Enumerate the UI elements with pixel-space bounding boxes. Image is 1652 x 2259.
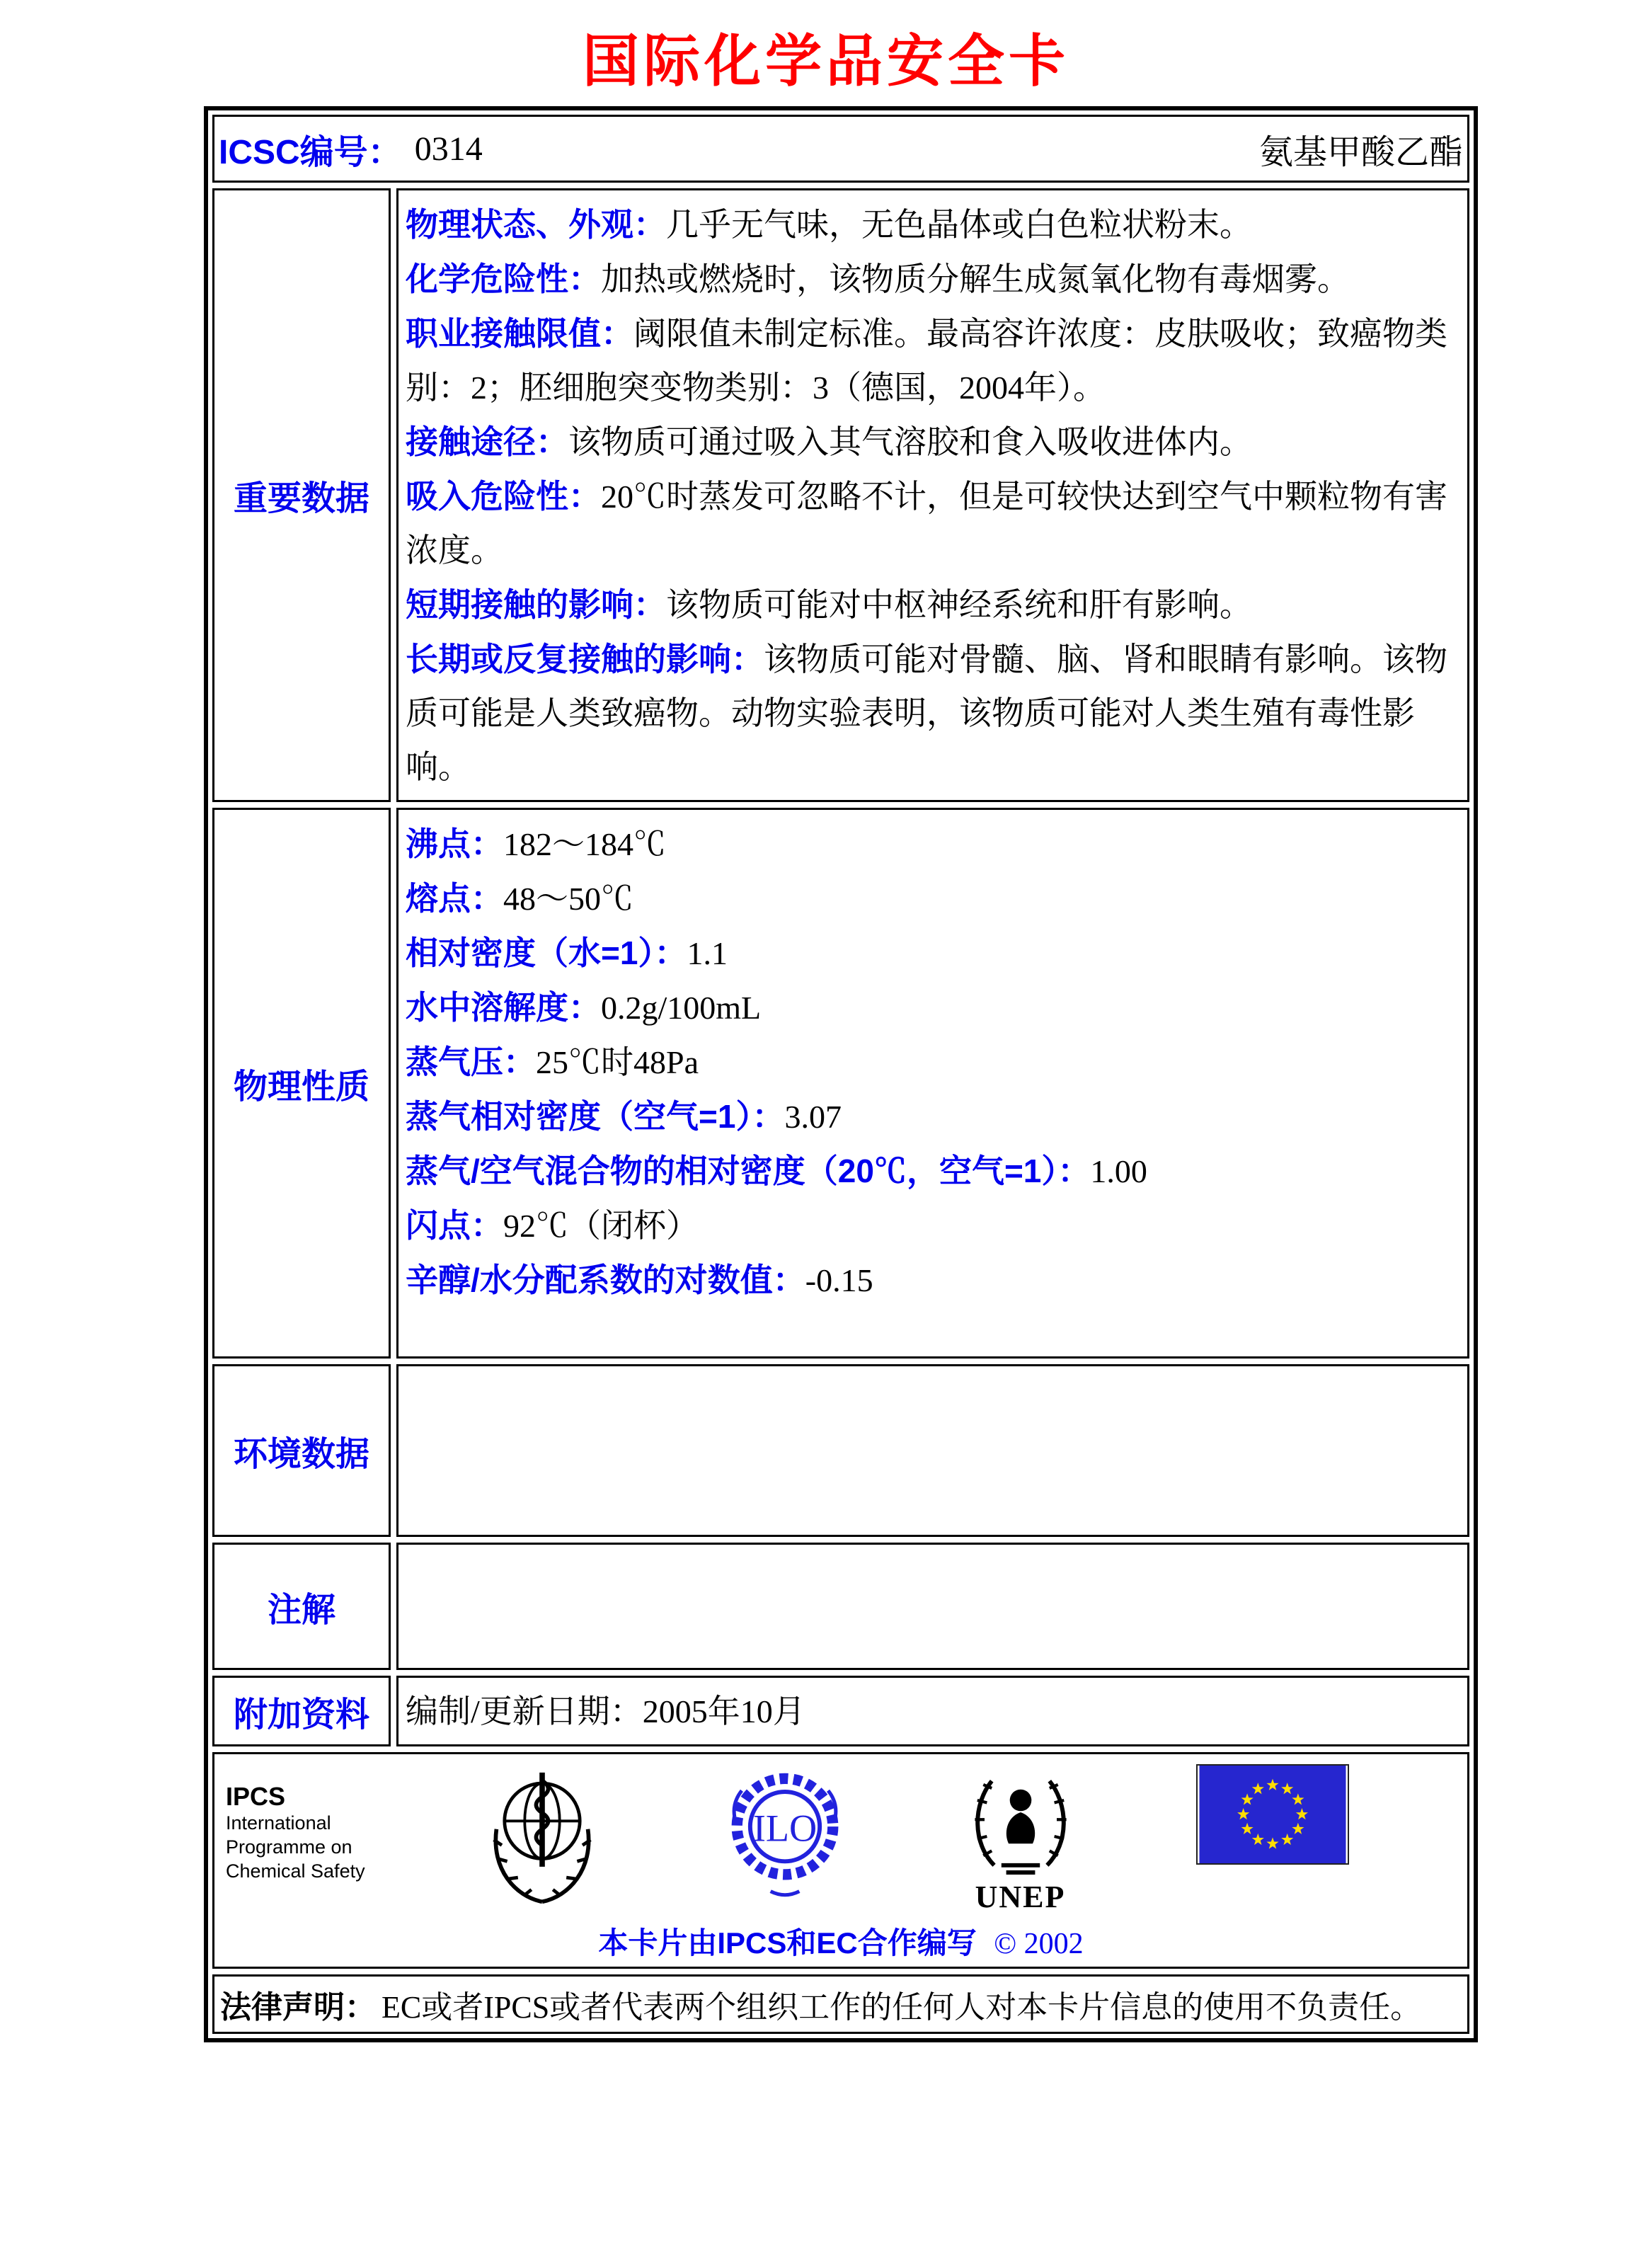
field-value: 92℃（闭杯） [503, 1208, 699, 1244]
legal-notice-text: EC或者IPCS或者代表两个组织工作的任何人对本卡片信息的使用不负责任。 [382, 1990, 1422, 2025]
cooperation-caption [226, 1920, 1456, 1962]
row-label-physical-properties: 物理性质 [212, 808, 391, 1359]
row-label-important-data: 重要数据 [212, 188, 391, 802]
icsc-number-value: 0314 [414, 130, 483, 168]
who-logo-icon [475, 1764, 609, 1913]
row-label-additional-info: 附加资料 [212, 1676, 391, 1746]
logos-line [226, 1764, 1456, 1913]
field-label: 蒸气/空气混合物的相对密度（20℃，空气=1）： [406, 1153, 1091, 1189]
field-value: 0.2g/100mL [601, 990, 762, 1026]
ipcs-acronym: IPCS [226, 1782, 286, 1811]
ipcs-text-block [226, 1764, 417, 1883]
field-line [406, 1144, 1462, 1199]
notes-content [396, 1543, 1469, 1670]
legal-row [212, 1974, 1469, 2034]
field-value: 加热或燃烧时，该物质分解生成氮氧化物有毒烟雾。 [601, 261, 1350, 297]
field-line [406, 252, 1462, 307]
additional-info-content [396, 1676, 1469, 1746]
field-label: 长期或反复接触的影响： [406, 641, 764, 677]
row-label-environmental-data: 环境数据 [212, 1364, 391, 1537]
field-value: 该物质可通过吸入其气溶胶和食入吸收进体内。 [568, 424, 1252, 460]
field-line [406, 307, 1462, 415]
unep-wordmark: UNEP [975, 1880, 1066, 1914]
field-line [406, 871, 1462, 926]
important-data-row [212, 188, 1469, 802]
field-value: -0.15 [805, 1262, 873, 1298]
field-value: 3.07 [784, 1099, 842, 1135]
field-label: 职业接触限值： [406, 315, 633, 352]
field-line [406, 926, 1462, 980]
eu-flag-icon [1196, 1764, 1349, 1865]
page-title: 国际化学品安全卡 [583, 30, 1069, 93]
svg-text:ILO: ILO [752, 1807, 817, 1850]
important-data-content [396, 188, 1469, 802]
ipcs-line-1: International [226, 1812, 331, 1834]
field-value: 阈限值未制定标准。最高容许浓度：皮肤吸收；致癌物类别：2；胚细胞突变物类别：3（德国，2004年）。 [406, 316, 1447, 406]
field-value: 48～50℃ [503, 881, 633, 917]
field-label: 熔点： [406, 880, 503, 917]
logo-zone [417, 1764, 1456, 1913]
logos-cell [212, 1752, 1469, 1969]
row-label-notes: 注解 [212, 1543, 391, 1670]
chemical-name: 氨基甲酸乙酯 [1258, 133, 1463, 171]
field-line [406, 578, 1462, 632]
field-value: 该物质可能对中枢神经系统和肝有影响。 [666, 587, 1252, 623]
field-line [406, 198, 1462, 252]
physical-properties-content [396, 808, 1469, 1359]
field-label: 编制/更新日期： [406, 1693, 643, 1729]
copyright-text: © 2002 [994, 1928, 1084, 1960]
ipcs-line-3: Chemical Safety [226, 1860, 365, 1882]
field-value: 2005年10月 [642, 1693, 805, 1729]
field-line [406, 817, 1462, 871]
legal-cell [212, 1974, 1469, 2034]
field-label: 沸点： [406, 825, 503, 862]
field-line [406, 469, 1462, 578]
notes-row [212, 1543, 1469, 1670]
field-line [406, 1253, 1462, 1308]
caption-text: 本卡片由IPCS和EC合作编写 [598, 1926, 977, 1960]
unep-logo-icon [960, 1764, 1081, 1914]
field-label: 吸入危险性： [406, 478, 601, 515]
logos-row [212, 1752, 1469, 1969]
ilo-logo-icon [725, 1764, 845, 1906]
legal-notice-label: 法律声明： [220, 1990, 376, 2025]
additional-info-row [212, 1676, 1469, 1746]
physical-properties-row [212, 808, 1469, 1359]
field-label: 闪点： [406, 1207, 503, 1244]
field-line [406, 1035, 1462, 1090]
field-line [406, 980, 1462, 1035]
field-label: 相对密度（水=1）： [406, 934, 687, 971]
field-label: 接触途径： [406, 423, 568, 460]
environmental-data-content [396, 1364, 1469, 1537]
field-value: 182～184℃ [503, 826, 666, 862]
field-value: 该物质可能对骨髓、脑、肾和眼睛有影响。该物质可能是人类致癌物。动物实验表明，该物质可能对人类生殖有毒性影响。 [406, 641, 1447, 785]
field-value: 1.1 [687, 935, 728, 971]
field-label: 水中溶解度： [406, 989, 601, 1026]
field-line [406, 1090, 1462, 1144]
field-value: 1.00 [1090, 1153, 1147, 1189]
field-line [406, 415, 1462, 469]
environmental-data-row [212, 1364, 1469, 1537]
field-label: 蒸气压： [406, 1043, 536, 1080]
icsc-number-label: ICSC编号： [219, 133, 402, 171]
field-value: 几乎无气味，无色晶体或白色粒状粉末。 [666, 207, 1252, 243]
header-cell [212, 115, 1469, 183]
header-row [212, 115, 1469, 183]
field-line [406, 632, 1462, 794]
field-label: 物理状态、外观： [406, 206, 666, 243]
field-label: 蒸气相对密度（空气=1）： [406, 1098, 785, 1135]
field-line [406, 1685, 1462, 1739]
field-label: 化学危险性： [406, 261, 601, 297]
field-line [406, 1199, 1462, 1253]
field-value: 20℃时蒸发可忽略不计，但是可较快达到空气中颗粒物有害浓度。 [406, 479, 1447, 568]
field-value: 25℃时48Pa [536, 1044, 699, 1080]
safety-card-table [204, 106, 1478, 2042]
ipcs-line-2: Programme on [226, 1836, 352, 1858]
field-label: 辛醇/水分配系数的对数值： [406, 1262, 805, 1298]
field-label: 短期接触的影响： [406, 586, 666, 623]
